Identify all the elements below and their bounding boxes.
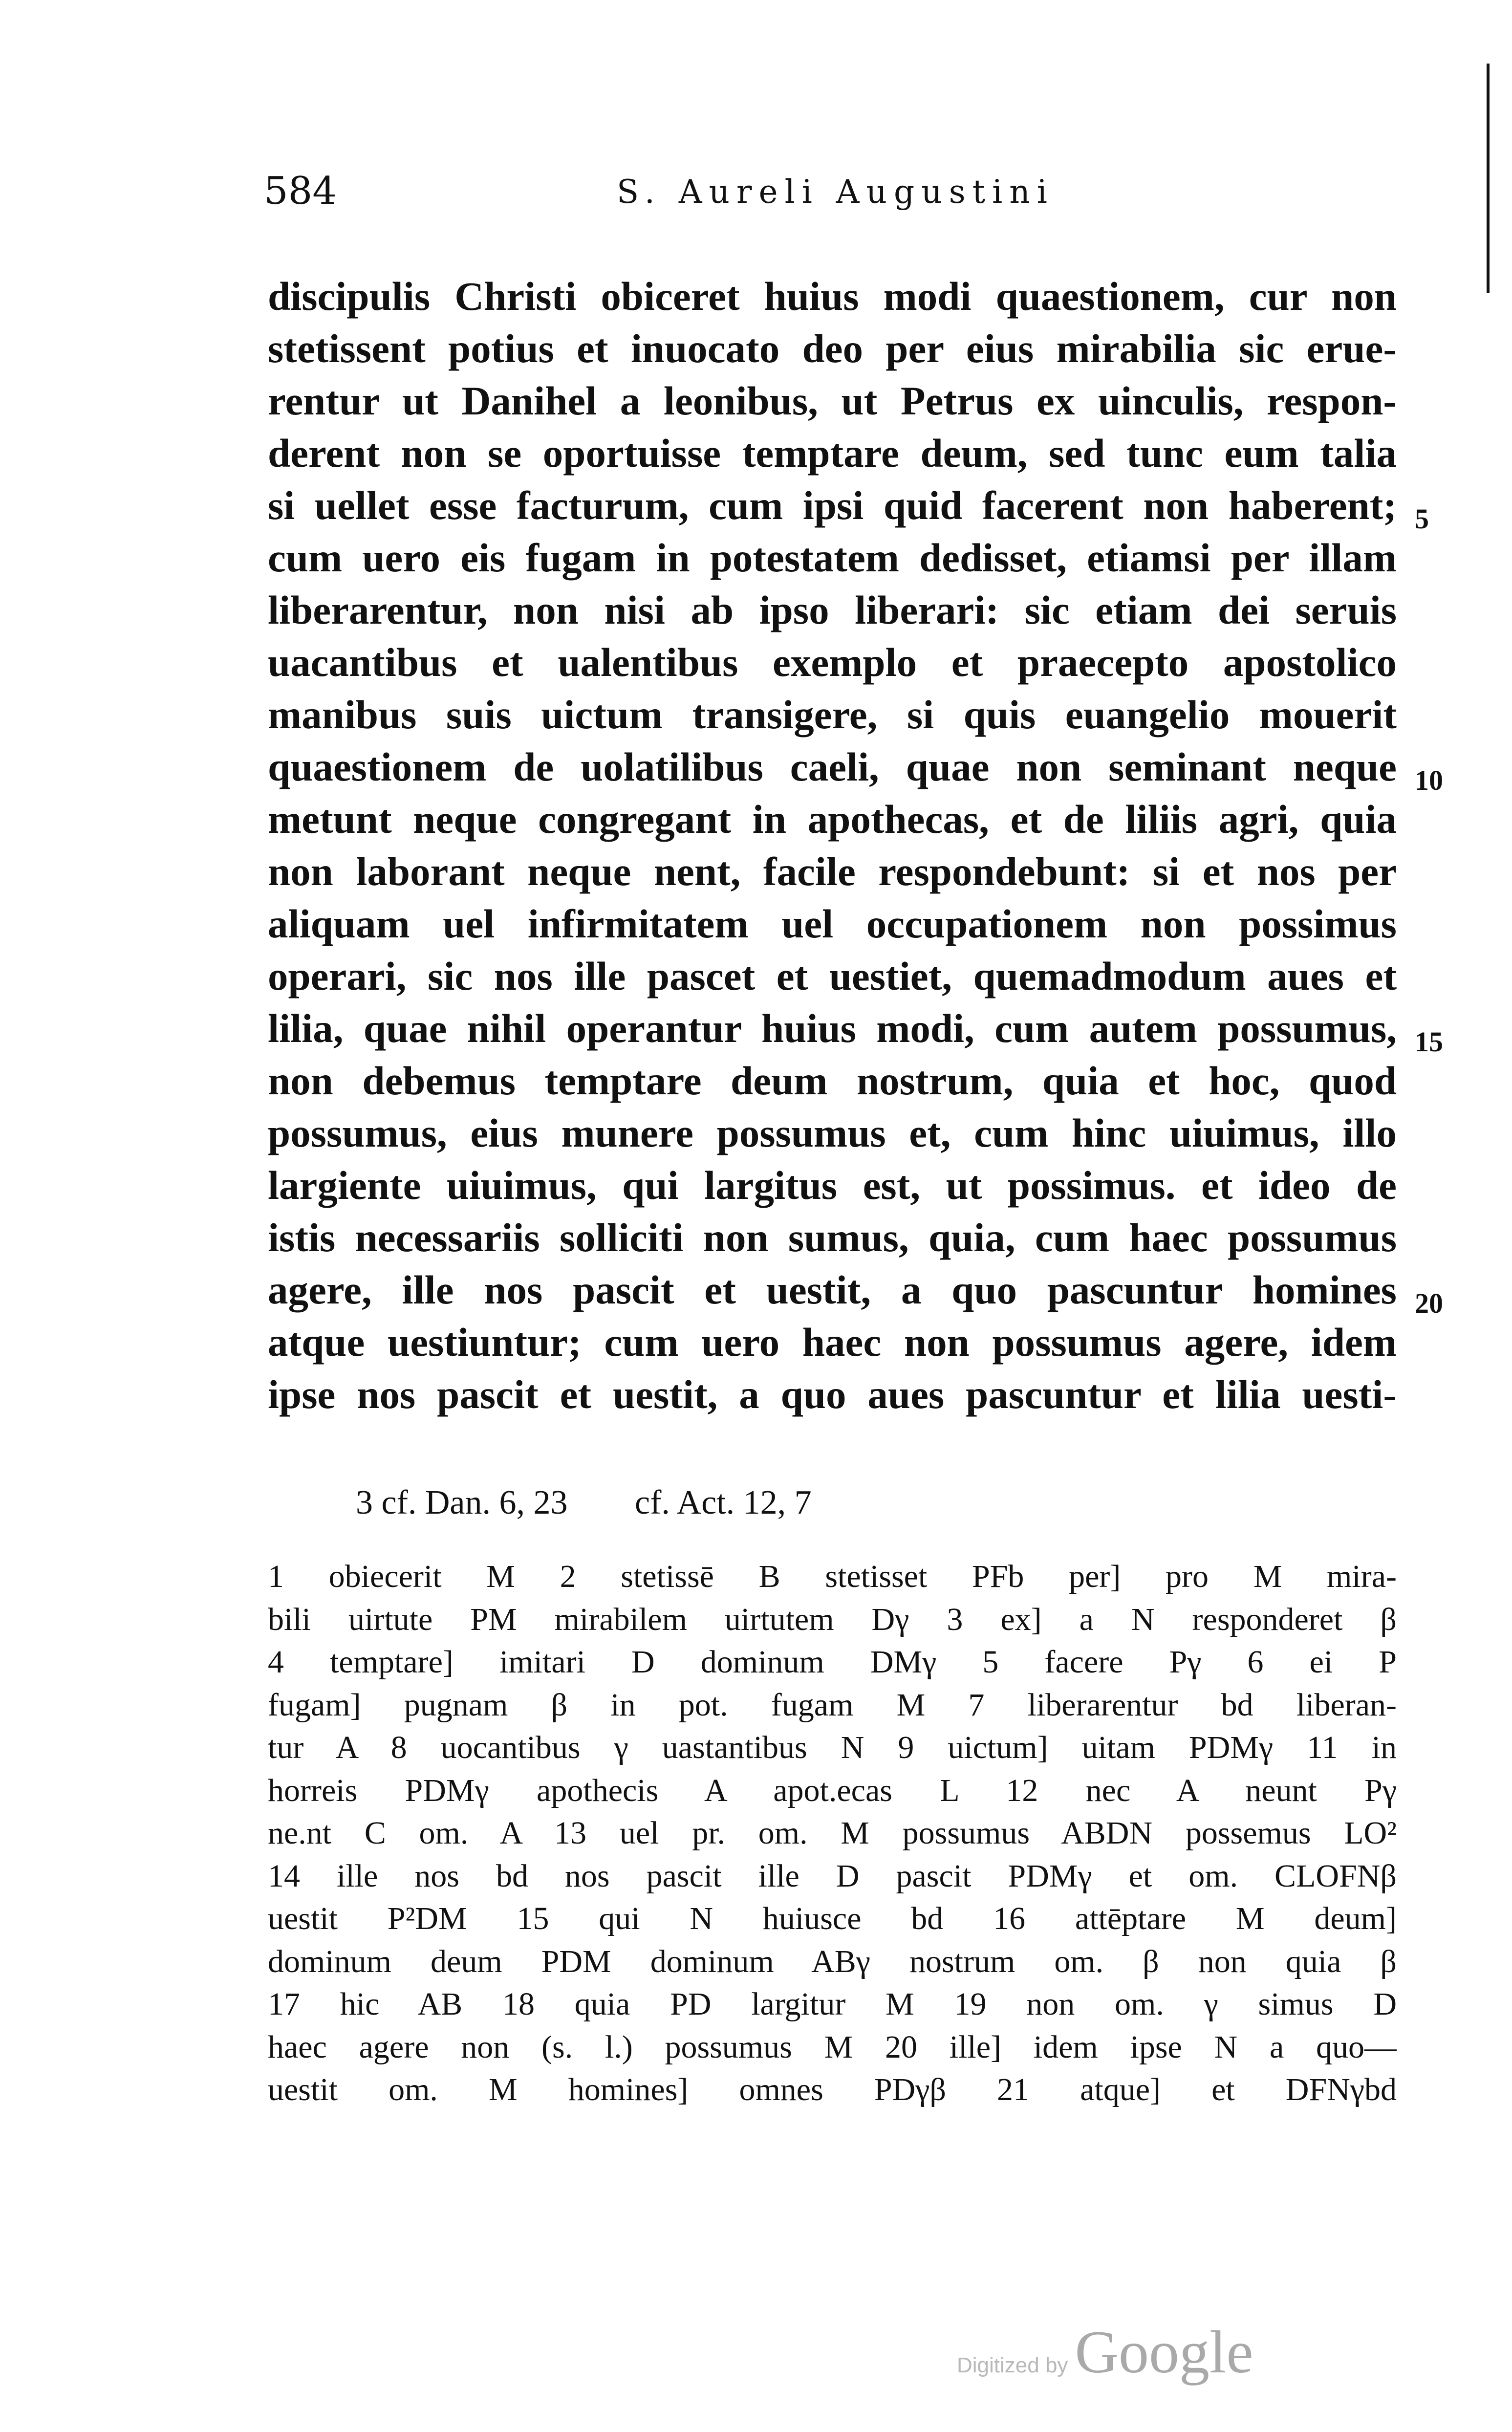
reference-item: cf. Act. 12, 7 xyxy=(635,1484,812,1521)
running-head: S. Aureli Augustini xyxy=(617,173,1054,211)
text-line-6: cum uero eis fugam in potestatem dedisset, etiamsi per illam xyxy=(268,535,1397,580)
text-line-11: metunt neque congregant in apothecas, et de liliis agri, quia xyxy=(268,797,1397,842)
text-line-4: derent non se oportuisse temptare deum, sed tunc eum talia xyxy=(268,431,1397,476)
text-line-9: manibus suis uictum transigere, si quis euangelio mouerit xyxy=(268,692,1397,737)
apparatus-line-8: 14 ille nos bd nos pascit ille D pascit PDMγ et om. CLOFNβ xyxy=(268,1858,1397,1894)
text-line-13: aliquam uel infirmitatem uel occupationem non possimus xyxy=(268,901,1397,946)
watermark-prefix: Digitized by xyxy=(957,2353,1068,2377)
text-line-18: largiente uiuimus, qui largitus est, ut possimus. et ideo de xyxy=(268,1163,1397,1208)
text-line-7: liberarentur, non nisi ab ipso liberari: sic etiam dei seruis xyxy=(268,587,1397,632)
page-number: 584 xyxy=(264,169,337,213)
main-text xyxy=(268,270,1397,1421)
line-number-marker: 20 xyxy=(1415,1287,1443,1319)
text-line-17: possumus, eius munere possumus et, cum hinc uiuimus, illo xyxy=(268,1110,1397,1155)
apparatus-line-3: 4 temptare] imitari D dominum DMγ 5 facere Pγ 6 ei P xyxy=(268,1644,1397,1680)
watermark-logo: Google xyxy=(1075,2319,1253,2386)
text-line-3: rentur ut Danihel a leonibus, ut Petrus ex uinculis, respon- xyxy=(268,378,1397,423)
text-line-5: si uellet esse facturum, cum ipsi quid facerent non haberent; xyxy=(268,483,1397,528)
text-line-16: non debemus temptare deum nostrum, quia et hoc, quod xyxy=(268,1058,1397,1103)
page-edge-rule xyxy=(1487,64,1490,293)
apparatus-line-11: 17 hic AB 18 quia PD largitur M 19 non om. γ simus D xyxy=(268,1986,1397,2022)
apparatus-line-2: bili uirtute PM mirabilem uirtutem Dγ 3 ex] a N responderet β xyxy=(268,1601,1397,1637)
apparatus-line-9: uestit P²DM 15 qui N huiusce bd 16 attēptare M deum] xyxy=(268,1901,1397,1936)
text-line-15: lilia, quae nihil operantur huius modi, cum autem possumus, xyxy=(268,1006,1397,1051)
line-number-marker: 5 xyxy=(1415,503,1429,535)
critical-apparatus xyxy=(268,1555,1397,2111)
text-line-10: quaestionem de uolatilibus caeli, quae non seminant neque xyxy=(268,744,1397,789)
text-line-22: ipse nos pascit et uestit, a quo aues pascuntur et lilia uesti- xyxy=(268,1372,1397,1417)
digitization-watermark xyxy=(957,2318,1253,2387)
reference-item: 3 cf. Dan. 6, 23 xyxy=(356,1484,568,1521)
apparatus-line-12: haec agere non (s. l.) possumus M 20 ille] idem ipse N a quo— xyxy=(268,2029,1397,2065)
text-line-1: discipulis Christi obiceret huius modi quaestionem, cur non xyxy=(268,274,1397,319)
text-line-2: stetissent potius et inuocato deo per eius mirabilia sic erue- xyxy=(268,326,1397,371)
apparatus-line-5: tur A 8 uocantibus γ uastantibus N 9 uictum] uitam PDMγ 11 in xyxy=(268,1730,1397,1765)
scripture-references xyxy=(356,1486,870,1520)
text-line-21: atque uestiuntur; cum uero haec non possumus agere, idem xyxy=(268,1320,1397,1365)
apparatus-line-6: horreis PDMγ apothecis A apot.ecas L 12 nec A neunt Pγ xyxy=(268,1772,1397,1808)
text-line-19: istis necessariis solliciti non sumus, quia, cum haec possumus xyxy=(268,1215,1397,1260)
text-line-14: operari, sic nos ille pascet et uestiet, quemadmodum aues et xyxy=(268,954,1397,999)
text-line-12: non laborant neque nent, facile respondebunt: si et nos per xyxy=(268,849,1397,894)
line-number-marker: 10 xyxy=(1415,764,1443,796)
text-line-20: agere, ille nos pascit et uestit, a quo pascuntur homines xyxy=(268,1267,1397,1312)
apparatus-line-4: fugam] pugnam β in pot. fugam M 7 liberarentur bd liberan- xyxy=(268,1687,1397,1723)
line-number-marker: 15 xyxy=(1415,1026,1443,1058)
apparatus-line-10: dominum deum PDM dominum ABγ nostrum om. β non quia β xyxy=(268,1943,1397,1979)
apparatus-line-7: ne.nt C om. A 13 uel pr. om. M possumus ABDN possemus LO² xyxy=(268,1815,1397,1851)
text-line-8: uacantibus et ualentibus exemplo et praecepto apostolico xyxy=(268,640,1397,685)
apparatus-line-1: 1 obiecerit M 2 stetissē B stetisset PFb per] pro M mira- xyxy=(268,1559,1397,1594)
apparatus-line-13: uestit om. M homines] omnes PDγβ 21 atque] et DFNγbd xyxy=(268,2072,1397,2107)
